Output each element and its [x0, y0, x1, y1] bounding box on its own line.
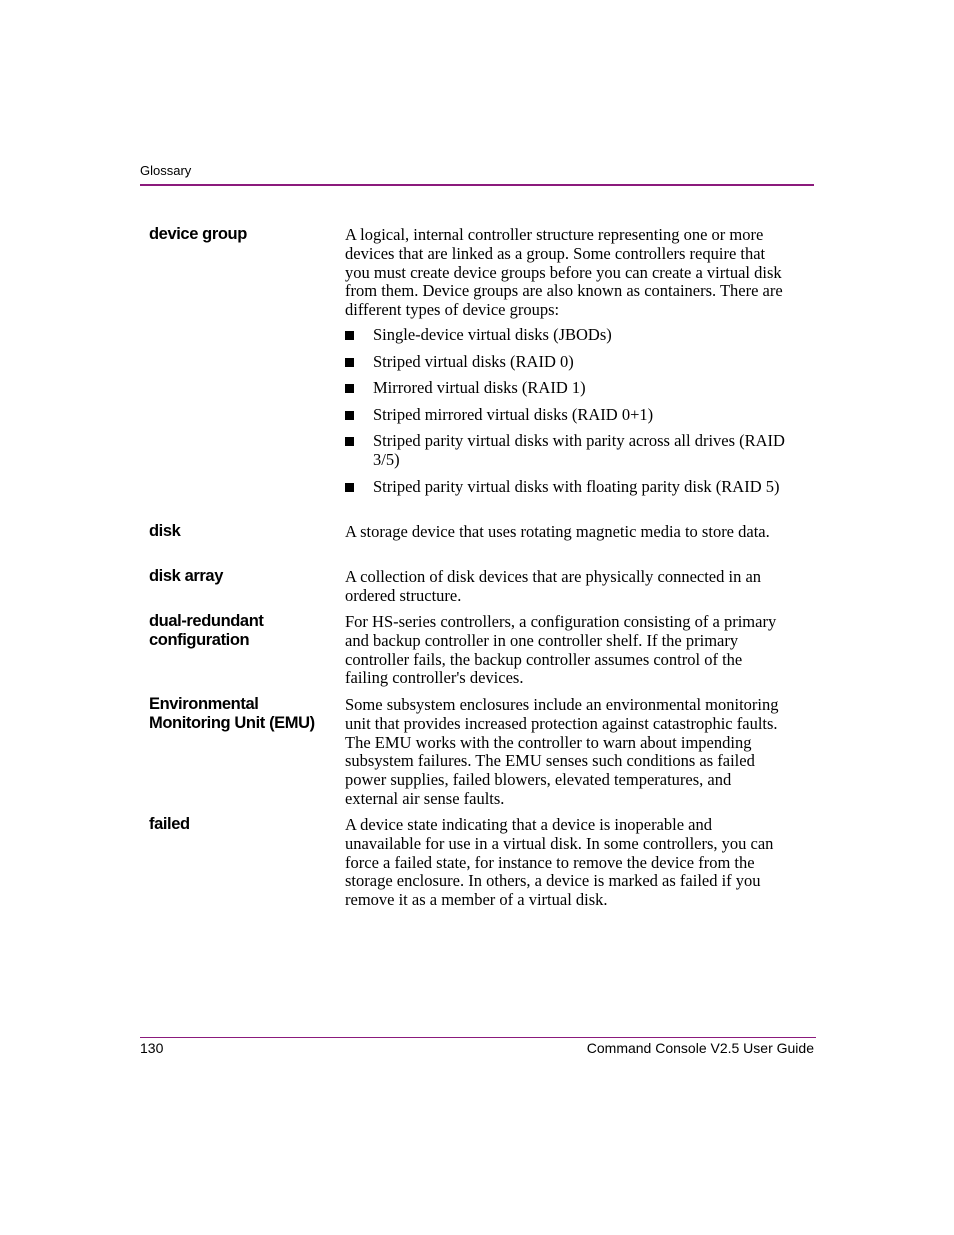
square-bullet-icon: [345, 437, 354, 446]
glossary-definition: For HS-series controllers, a configuration consisting of a primary and backup controller in one controller shelf. If the primary controller fails, the backup controller assumes control of the failing controller's devices.: [345, 612, 777, 688]
page-number: 130: [140, 1040, 164, 1056]
glossary-term: device group: [149, 225, 247, 243]
glossary-term: failed: [149, 815, 190, 833]
list-item-text: Mirrored virtual disks (RAID 1): [373, 378, 586, 397]
glossary-term: Environmental Monitoring Unit (EMU): [149, 695, 315, 732]
glossary-definition: A device state indicating that a device is inoperable and unavailable for use in a virtual disk. In some controllers, you can force a failed state, for instance to remove the device from the storage enclosure. In others, a device is marked as failed if you remove it as a member of a virtual disk.: [345, 815, 774, 910]
glossary-term: disk: [149, 522, 181, 540]
glossary-definition: A collection of disk devices that are physically connected in an ordered structure.: [345, 567, 762, 605]
list-item-text: Striped parity virtual disks with parity across all drives (RAID 3/5): [373, 431, 785, 469]
list-item-text: Single-device virtual disks (JBODs): [373, 325, 612, 344]
square-bullet-icon: [345, 358, 354, 367]
square-bullet-icon: [345, 384, 354, 393]
glossary-definition: Some subsystem enclosures include an environmental monitoring unit that provides increased protection against catastrophic faults. The EMU works with the controller to warn about impending subsystem failures. The EMU senses such conditions as failed power supplies, failed blowers, elevated temperatures, and external air sense faults.: [345, 695, 779, 808]
list-item-text: Striped virtual disks (RAID 0): [373, 352, 574, 371]
glossary-definition: A logical, internal controller structure representing one or more devices that are linked as a group. Some controllers require that you must create device groups before you can create a virtual disk from them. Device groups are also known as containers. There are different types of device groups:: [345, 225, 783, 320]
square-bullet-icon: [345, 483, 354, 492]
glossary-term: dual-redundant configuration: [149, 612, 264, 649]
glossary-term: disk array: [149, 567, 223, 585]
glossary-definition: A storage device that uses rotating magnetic media to store data.: [345, 522, 770, 541]
list-item-text: Striped mirrored virtual disks (RAID 0+1): [373, 405, 654, 424]
list-item-text: Striped parity virtual disks with floating parity disk (RAID 5): [373, 477, 780, 496]
header-divider: [140, 184, 814, 186]
footer-divider: [140, 1037, 816, 1038]
square-bullet-icon: [345, 411, 354, 420]
book-title: Command Console V2.5 User Guide: [586, 1040, 814, 1056]
square-bullet-icon: [345, 331, 354, 340]
running-header: Glossary: [140, 163, 192, 178]
